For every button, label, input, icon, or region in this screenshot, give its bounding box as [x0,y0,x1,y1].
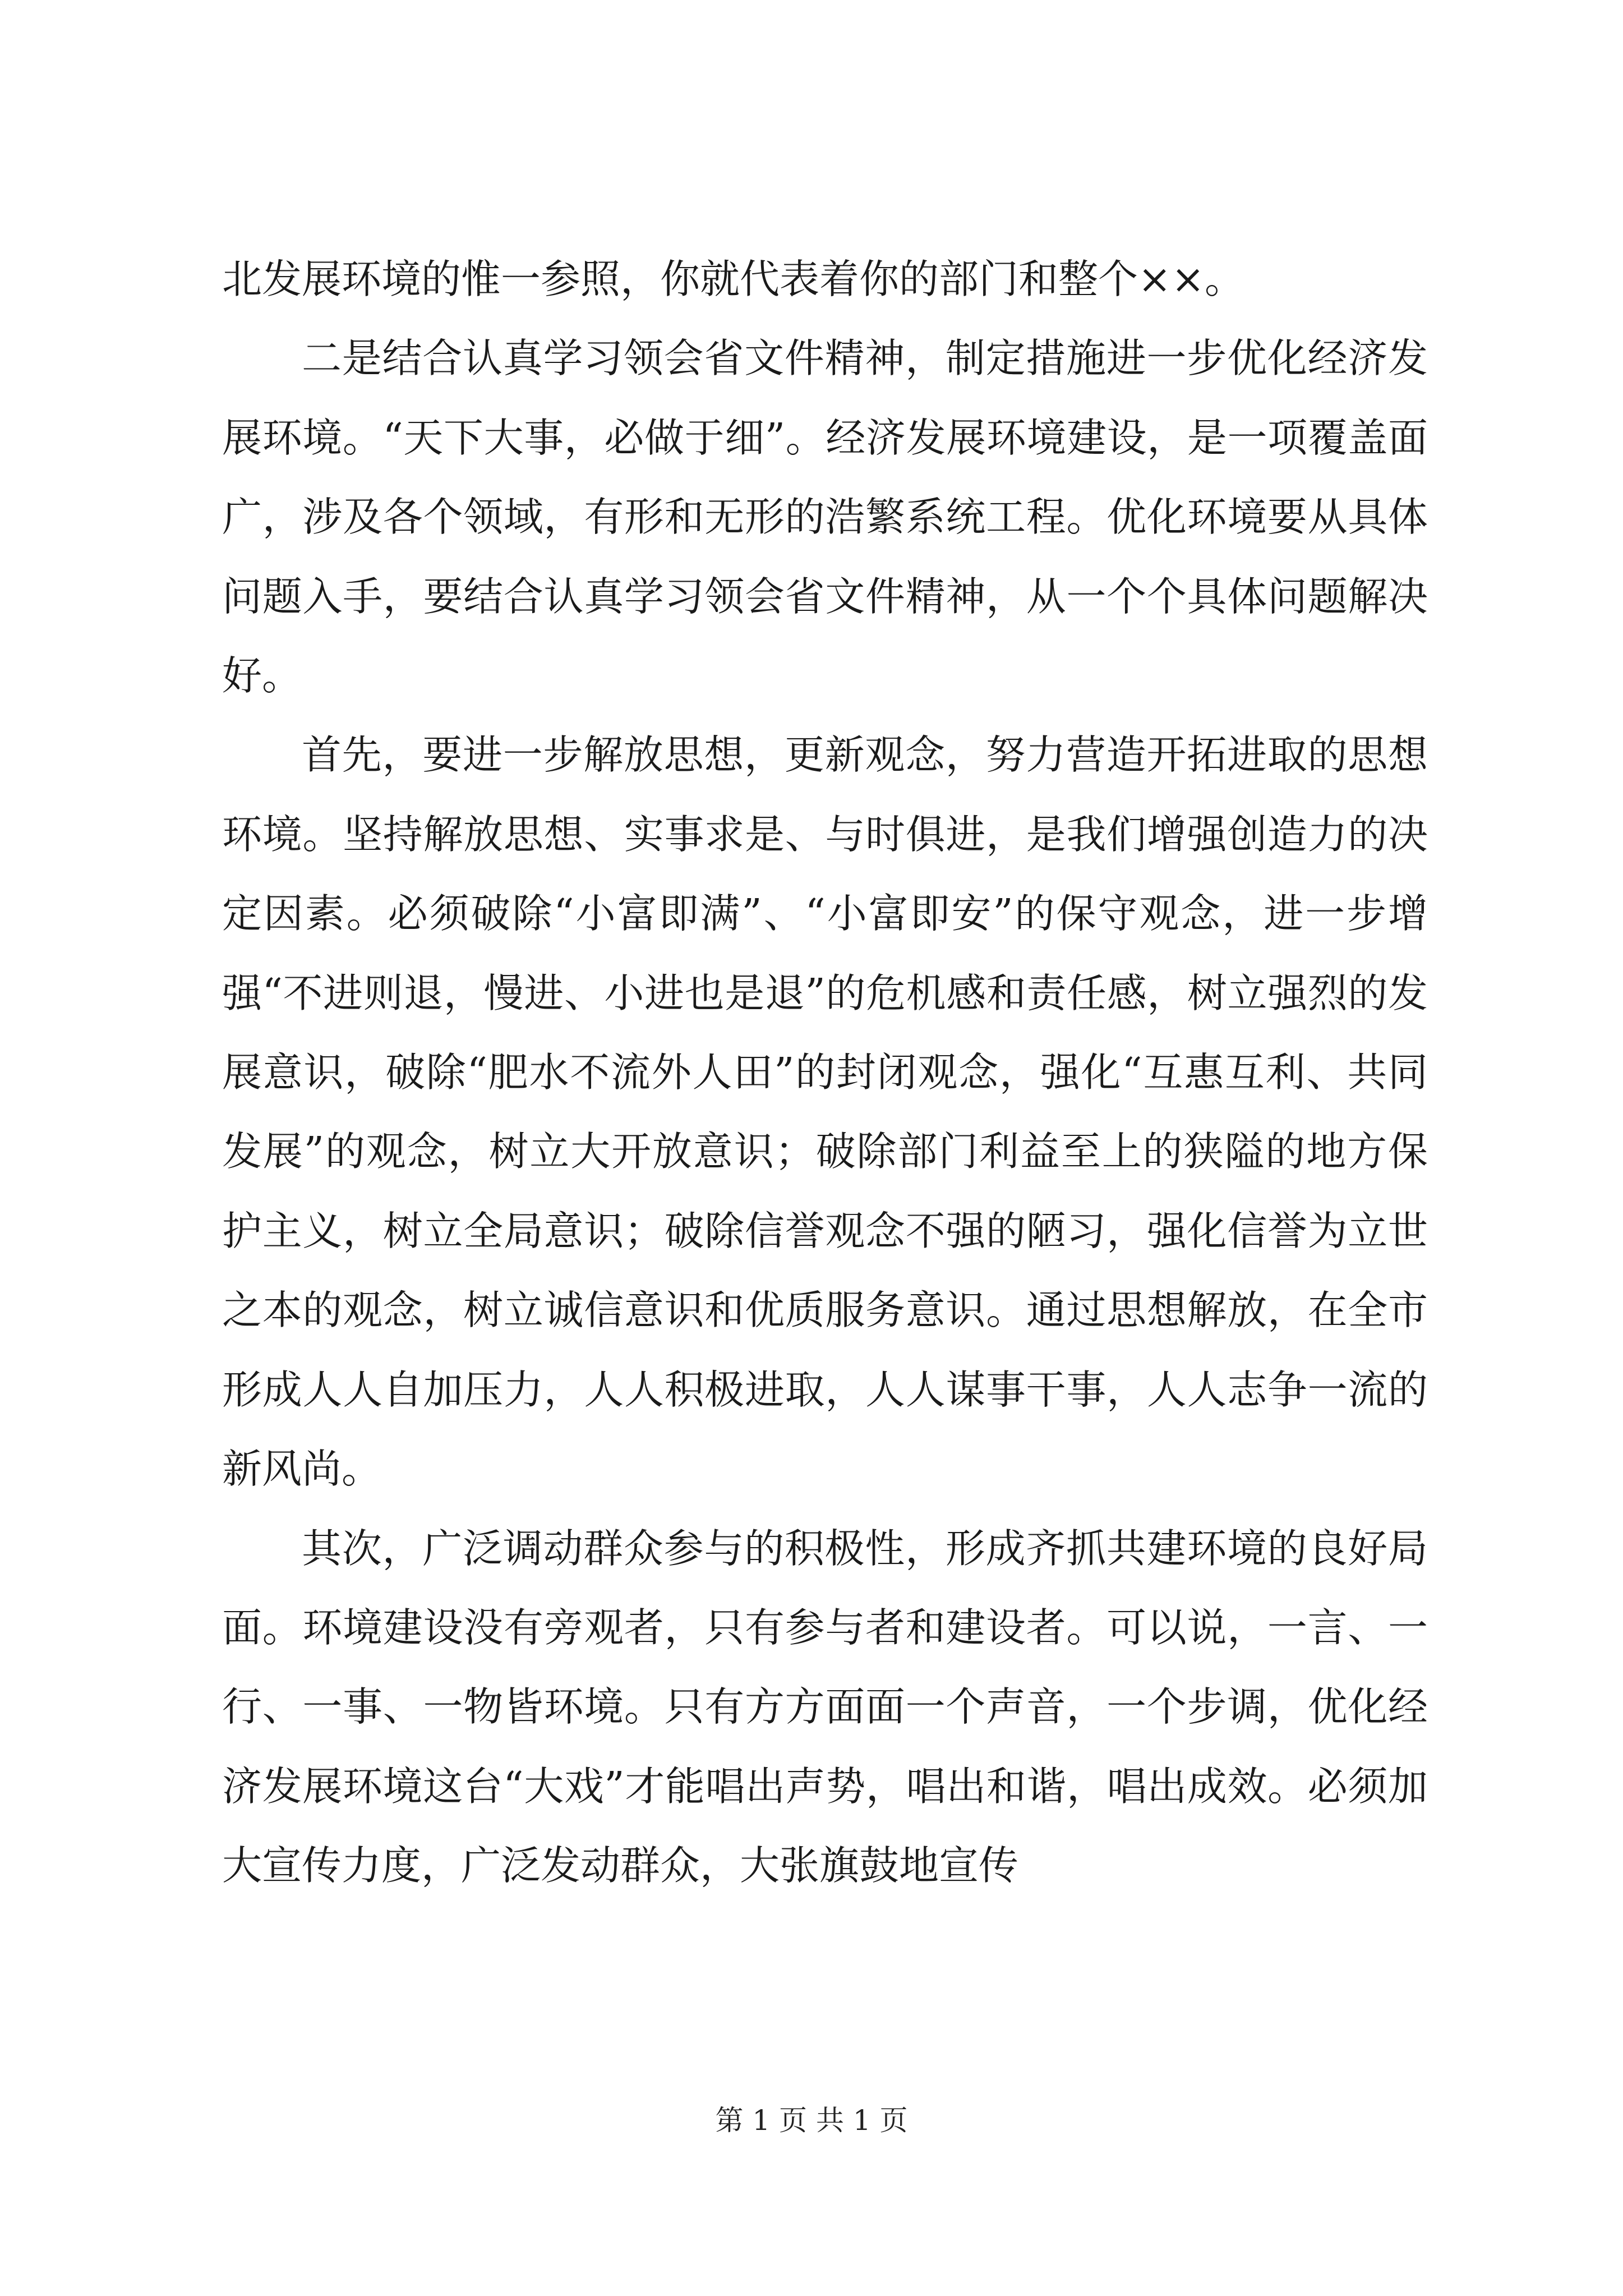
paragraph-continuation: 北发展环境的惟一参照，你就代表着你的部门和整个××。 [222,256,1244,302]
paragraph-first-point: 首先，要进一步解放思想，更新观念，努力营造开拓进取的思想环境。坚持解放思想、实事求是、与时俱进，是我们增强创造力的决定因素。必须破除“小富即满”、“小富即安”的保守观念，进一步增强“不进则退，慢进、小进也是退”的危机感和责任感，树立强烈的发展意识，破除“肥水不流外人田”的封闭观念，强化“互惠互利、共同发展”的观念，树立大开放意识；破除部门利益至上的狭隘的地方保护主义，树立全局意识；破除信誉观念不强的陋习，强化信誉为立世之本的观念，树立诚信意识和优质服务意识。通过思想解放，在全市形成人人自加压力，人人积极进取，人人谋事干事，人人志争一流的新风尚。 [222,731,1428,1493]
paragraph-optimize-environment: 二是结合认真学习领会省文件精神，制定措施进一步优化经济发展环境。“天下大事，必做于细”。经济发展环境建设，是一项覆盖面广，涉及各个领域，有形和无形的浩繁系统工程。优化环境要从具体问题入手，要结合认真学习领会省文件精神，从一个个具体问题解决好。 [222,335,1428,700]
page-footer: 第 1 页 共 1 页 [715,2104,908,2137]
paragraph-second-point: 其次，广泛调动群众参与的积极性，形成齐抓共建环境的良好局面。环境建设没有旁观者，只有参与者和建设者。可以说，一言、一行、一事、一物皆环境。只有方方面面一个声音，一个步调，优化经济发展环境这台“大戏”才能唱出声势，唱出和谐，唱出成效。必须加大宣传力度，广泛发动群众，大张旗鼓地宣传 [222,1525,1428,1889]
document-body [222,240,1428,1906]
